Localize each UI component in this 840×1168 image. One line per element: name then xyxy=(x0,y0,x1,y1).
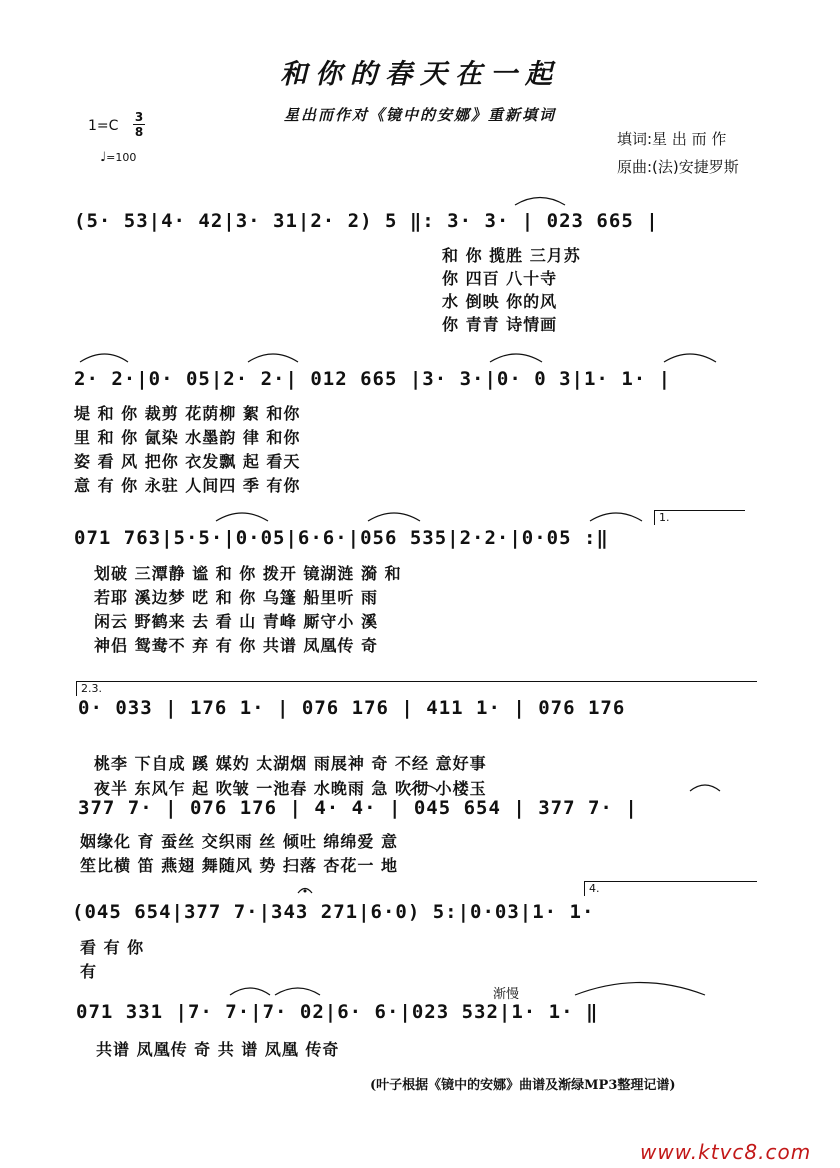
lyric-line: 笙比横 笛 燕翅 舞随风 势 扫落 杏花一 地 xyxy=(80,856,398,875)
quarter-note-icon: ♩ xyxy=(100,150,107,165)
notes-line: 2· 2·|0· 05|2· 2·| 012 665 |3· 3·|0· 0 3|1· 1· | xyxy=(74,368,672,390)
slur-arc xyxy=(216,513,268,521)
ritardando-marking: 渐慢 xyxy=(493,987,520,1002)
key-signature: 1=C xyxy=(88,118,119,134)
lyric-line: 划破 三潭静 谧 和 你 拨开 镜湖涟 漪 和 xyxy=(94,564,402,583)
lyric-line: 堤 和 你 裁剪 花荫柳 絮 和你 xyxy=(74,404,301,423)
volta-bracket-4: 4. xyxy=(584,881,757,896)
lyric-line: 你 四百 八十寺 xyxy=(442,269,558,288)
lyric-line: 神侣 鸳鸯不 弃 有 你 共谱 凤凰传 奇 xyxy=(94,636,378,655)
slur-arc xyxy=(410,785,438,791)
notes-line: (5· 53|4· 42|3· 31|2· 2) 5 ‖: 3· 3· | 023 665 | xyxy=(74,210,659,232)
slur-arc xyxy=(230,988,270,995)
lyric-line: 水 倒映 你的风 xyxy=(442,292,558,311)
song-title: 和你的春天在一起 xyxy=(280,59,560,90)
slur-arc xyxy=(80,354,128,362)
slur-arc xyxy=(664,354,716,362)
lyricist-credit: 填词:星 出 而 作 xyxy=(617,130,727,148)
lyric-line: 夜半 东风乍 起 吹皱 一池春 水晚雨 急 吹彻 小楼玉 xyxy=(94,779,487,798)
slur-arc xyxy=(515,198,565,206)
slur-arc xyxy=(575,983,705,996)
slur-arc xyxy=(368,513,420,521)
lyric-line: 有 xyxy=(80,962,98,981)
song-subtitle: 星出而作对《镜中的安娜》重新填词 xyxy=(283,106,556,124)
notes-line: 071 331 |7· 7·|7· 02|6· 6·|023 532|1· 1· ‖ xyxy=(76,1001,599,1023)
lyric-line: 和 你 揽胜 三月苏 xyxy=(442,246,581,265)
volta-bracket-23: 2.3. xyxy=(76,681,757,696)
lyric-line: 共谱 凤凰传 奇 共 谱 凤凰 传奇 xyxy=(96,1040,340,1059)
slur-arc xyxy=(590,513,642,521)
slur-arc xyxy=(490,354,542,362)
slur-arc xyxy=(248,354,298,362)
time-signature-top: 3 xyxy=(134,110,144,124)
slur-arc xyxy=(275,988,320,995)
notes-line: 0· 033 | 176 1· | 076 176 | 411 1· | 076 176 xyxy=(78,697,626,719)
lyric-line: 看 有 你 xyxy=(80,938,145,957)
composer-credit: 原曲:(法)安捷罗斯 xyxy=(617,158,739,176)
slur-arc xyxy=(690,785,720,791)
lyric-line: 姻缘化 育 蚕丝 交织雨 丝 倾吐 绵绵爱 意 xyxy=(80,832,398,851)
time-signature-bottom: 8 xyxy=(134,125,144,139)
site-watermark: www.ktvc8.com xyxy=(640,1140,812,1164)
notes-line: 377 7· | 076 176 | 4· 4· | 045 654 | 377 7· | xyxy=(78,797,638,819)
lyric-line: 意 有 你 永驻 人间四 季 有你 xyxy=(74,476,301,495)
transcription-note: (叶子根据《镜中的安娜》曲谱及渐绿MP3整理记谱) xyxy=(370,1078,676,1093)
lyric-line: 里 和 你 氤染 水墨韵 律 和你 xyxy=(74,428,301,447)
fermata-dot xyxy=(304,890,307,893)
lyric-line: 桃李 下自成 蹊 媒妁 太湖烟 雨展神 奇 不经 意好事 xyxy=(94,754,487,773)
lyric-line: 姿 看 风 把你 衣发飘 起 看天 xyxy=(74,452,301,471)
tempo-marking: ♩=100 xyxy=(100,150,137,165)
lyric-line: 若耶 溪边梦 呓 和 你 乌篷 船里听 雨 xyxy=(94,588,378,607)
notes-line: 071 763|5·5·|0·05|6·6·|056 535|2·2·|0·05 :‖ xyxy=(74,527,609,549)
volta-bracket-1: 1. xyxy=(654,510,745,525)
lyric-line: 你 青青 诗情画 xyxy=(442,315,558,334)
lyric-line: 闲云 野鹤来 去 看 山 青峰 厮守小 溪 xyxy=(94,612,378,631)
notes-line: (045 654|377 7·|343 271|6·0) 5:|0·03|1· 1· xyxy=(72,901,595,923)
